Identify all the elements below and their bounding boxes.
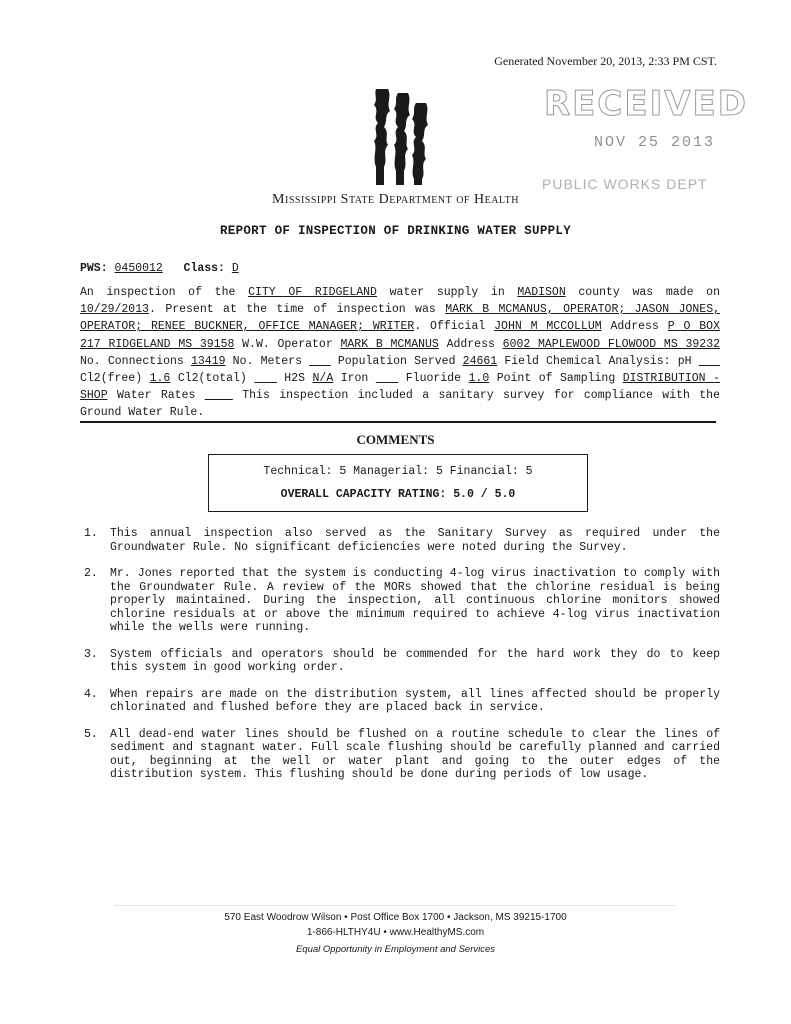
comment-text: Mr. Jones reported that the system is conducting 4-log virus inactivation to comply with the Groundwater Rule. A review of the MORs showed that the chlorine residual is being properly maintained. During the inspection, all continuous chlorine monitors showed chlorine residuals at or above the minimum required to achieve 4-log virus inactivation while the wells were running. [110,567,720,634]
rating-scores: Technical: 5 Managerial: 5 Financial: 5 [263,465,533,478]
fluoride-value: 1.0 [468,372,490,386]
comment-item [84,688,720,715]
section-divider [80,421,716,423]
operator-name: MARK B MCMANUS [340,337,439,351]
comment-number: 1. [84,527,98,540]
operator-address: 6002 MAPLEWOOD FLOWOOD MS 39232 [502,337,720,351]
ph-value [699,355,720,368]
county-name: MADISON [517,286,566,299]
pws-class-line [80,262,239,275]
comment-item [84,648,720,675]
footer-divider [115,905,675,907]
footer-equal-opportunity: Equal Opportunity in Employment and Services [295,944,496,955]
connections-count: 13419 [190,354,226,368]
comment-number: 2. [84,567,98,580]
cl2-total-value [254,372,276,385]
meters-count [309,355,331,368]
comment-item [84,527,720,554]
stamp-department: PUBLIC WORKS DEPT [542,176,708,192]
capacity-rating-box [208,454,588,512]
cl2-free-value: 1.6 [149,372,171,386]
inspection-date: 10/29/2013 [80,303,150,317]
sampling-point: DISTRIBUTION - SHOP [80,372,720,403]
received-stamp [542,84,748,208]
pws-number: 0450012 [114,262,163,275]
iron-value [376,372,398,385]
comment-text: System officials and operators should be commended for the hard work they do to keep this system in good working order. [110,647,720,674]
stamp-date: NOV 25 2013 [594,134,716,151]
comment-text: This annual inspection also served as the Sanitary Survey as required under the Groundwater Rule. No significant deficiencies were noted during the Survey. [110,527,720,554]
agency-name: Mississippi State Department of Health [272,192,519,207]
comments-list [84,527,720,795]
comment-number: 5. [84,727,98,741]
comment-item [84,728,720,782]
mississippi-state-profiles-logo-icon [354,87,438,187]
footer-address: 570 East Woodrow Wilson • Post Office Box 1700 • Jackson, MS 39215-1700 [224,912,567,923]
stamp-received-word: RECEIVED [544,84,748,124]
comment-number: 4. [84,687,98,701]
report-title: REPORT OF INSPECTION OF DRINKING WATER SUPPLY [219,224,572,238]
class-label: Class: [183,262,225,275]
overall-capacity-rating: OVERALL CAPACITY RATING: 5.0 / 5.0 [280,488,516,501]
official-name: JOHN M MCCOLLUM [494,320,602,334]
comment-item [84,567,720,635]
comment-text: When repairs are made on the distribution system, all lines affected should be properly chlorinated and flushed before they are placed back in service. [110,687,720,714]
present-persons: MARK B MCMANUS, OPERATOR; JASON JONES, OPERATOR; RENEE BUCKNER, OFFICE MANAGER; WRITER [80,303,721,334]
inspection-paragraph: An inspection of the CITY OF RIDGELAND water supply in MADISON county was made on 10/29/2013. Present at the time of inspection was MARK B MCMANUS, OPERATOR; JASON JONES, OPERATOR; RENEE BUCKNER, OFFICE MANAGER; WRITER. Official JOHN M MCCOLLUM Address P O BOX 217 RIDGELAND MS 39158 W.W. Operator MARK B MCMANUS Address 6002 MAPLEWOOD FLOWOOD MS 39232 No. Connections 13419 No. Meters Population Served 24661 Field Chemical Analysis: pH Cl2(free) 1.6 Cl2(total) H2S N/A Iron Fluoride 1.0 Point of Sampling DISTRIBUTION - SHOP Water Rates This inspection included a sanitary survey for compliance with the Ground Water Rule. [80,286,721,420]
water-rates [205,389,233,402]
city-name: CITY OF RIDGELAND [248,286,377,299]
class-value: D [231,262,239,275]
comment-text: All dead-end water lines should be flushed on a routine schedule to clear the lines of sediment and stagnant water. Full scale flushing should be carefully planned and carried out, beginning at the well or water plant and going to the outer edges of the distribution system. This flushing should be done during periods of low usage. [110,727,720,781]
population-served: 24661 [462,354,498,368]
footer-phone-web: 1-866-HLTHY4U • www.HealthyMS.com [306,927,485,938]
generated-timestamp: Generated November 20, 2013, 2:33 PM CST. [494,54,717,68]
official-address: P O BOX 217 RIDGELAND MS 39158 [80,320,720,351]
comment-number: 3. [84,647,98,661]
h2s-value: N/A [312,372,334,386]
pws-label: PWS: [80,262,108,275]
comments-heading: COMMENTS [356,432,435,447]
